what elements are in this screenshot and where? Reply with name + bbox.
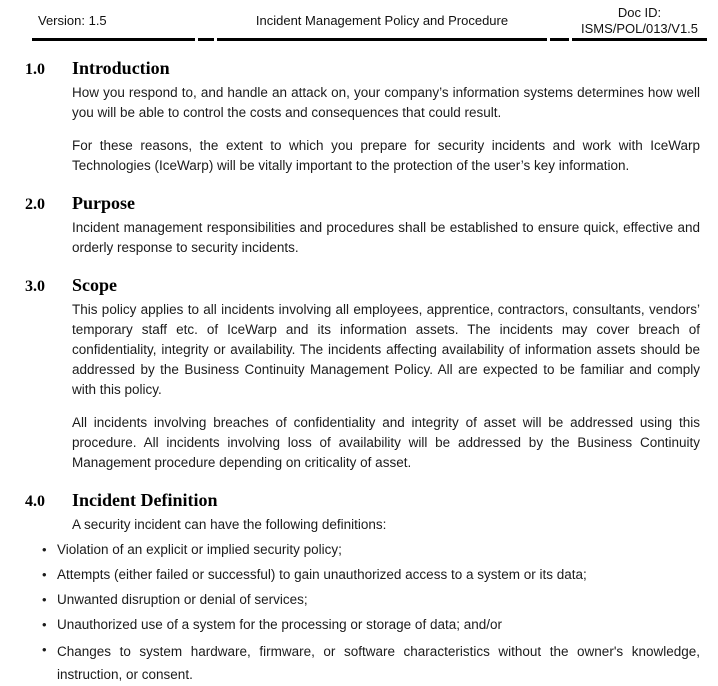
- section-number: 1.0: [25, 61, 45, 78]
- list-item-text: Unauthorized use of a system for the processing or storage of data; and/or: [57, 617, 502, 632]
- document-header: [32, 4, 707, 41]
- section-body: [72, 515, 700, 535]
- section-number: 3.0: [25, 278, 45, 295]
- section-scope: [25, 275, 700, 473]
- paragraph: A security incident can have the following definitions:: [72, 517, 387, 532]
- bullet-icon: •: [42, 567, 47, 582]
- section-body: [72, 218, 700, 258]
- section-introduction: [25, 58, 700, 176]
- doc-id-value: ISMS/POL/013/V1.5: [580, 21, 699, 36]
- doc-id-label: Doc ID:: [617, 5, 662, 20]
- document-body: [0, 58, 718, 686]
- paragraph: All incidents involving breaches of confidentiality and integrity of asset will be addressed using this procedure. All incidents involving loss of availability will be addressed by the Business Continuity Management procedure depending on criticality of asset.: [72, 415, 700, 470]
- section-heading-row: [25, 193, 700, 214]
- section-body: [72, 83, 700, 176]
- list-item: [25, 615, 700, 635]
- section-heading: Introduction: [72, 58, 170, 78]
- paragraph: Incident management responsibilities and procedures shall be established to ensure quick, effective and orderly response to security incidents.: [72, 220, 700, 255]
- header-doc-id: [572, 4, 707, 41]
- section-heading: Scope: [72, 275, 117, 295]
- paragraph: How you respond to, and handle an attack on, your company’s information systems determines how well you will be able to control the costs and consequences that could result.: [72, 85, 700, 120]
- section-heading-row: [25, 58, 700, 79]
- definition-list: [25, 540, 700, 686]
- header-divider-cell: [550, 4, 569, 41]
- paragraph: This policy applies to all incidents involving all employees, apprentice, contractors, consultants, vendors’ temporary staff etc. of IceWarp and its information assets. The incidents may cover breach of confidentiality, integrity or availability. The incidents affecting availability of information assets should be addressed by the Business Continuity Management Policy. All are expected to be familiar and comply with this policy.: [72, 302, 700, 397]
- section-number: 4.0: [25, 493, 45, 510]
- list-item-text: Attempts (either failed or successful) to gain unauthorized access to a system or its data;: [57, 567, 587, 582]
- section-heading: Incident Definition: [72, 490, 218, 510]
- section-number: 2.0: [25, 196, 45, 213]
- bullet-icon: •: [42, 617, 47, 632]
- list-item-text: Changes to system hardware, firmware, or software characteristics without the owner's knowledge, instruction, or consent.: [57, 644, 700, 682]
- bullet-icon: •: [42, 592, 47, 607]
- section-body: [72, 300, 700, 473]
- list-item: [25, 565, 700, 585]
- section-heading: Purpose: [72, 193, 135, 213]
- section-heading-row: [25, 490, 700, 511]
- bullet-icon: •: [42, 642, 47, 657]
- list-item: [25, 590, 700, 610]
- list-item: [25, 640, 700, 686]
- paragraph: For these reasons, the extent to which you prepare for security incidents and work with IceWarp Technologies (IceWarp) will be vitally important to the protection of the user’s key information.: [72, 138, 700, 173]
- header-title: Incident Management Policy and Procedure: [217, 4, 547, 41]
- list-item-text: Violation of an explicit or implied security policy;: [57, 542, 342, 557]
- section-purpose: [25, 193, 700, 258]
- section-incident-definition: [25, 490, 700, 686]
- list-item: [25, 540, 700, 560]
- header-version: Version: 1.5: [32, 4, 195, 41]
- header-divider-cell: [198, 4, 214, 41]
- bullet-icon: •: [42, 542, 47, 557]
- section-heading-row: [25, 275, 700, 296]
- list-item-text: Unwanted disruption or denial of services;: [57, 592, 308, 607]
